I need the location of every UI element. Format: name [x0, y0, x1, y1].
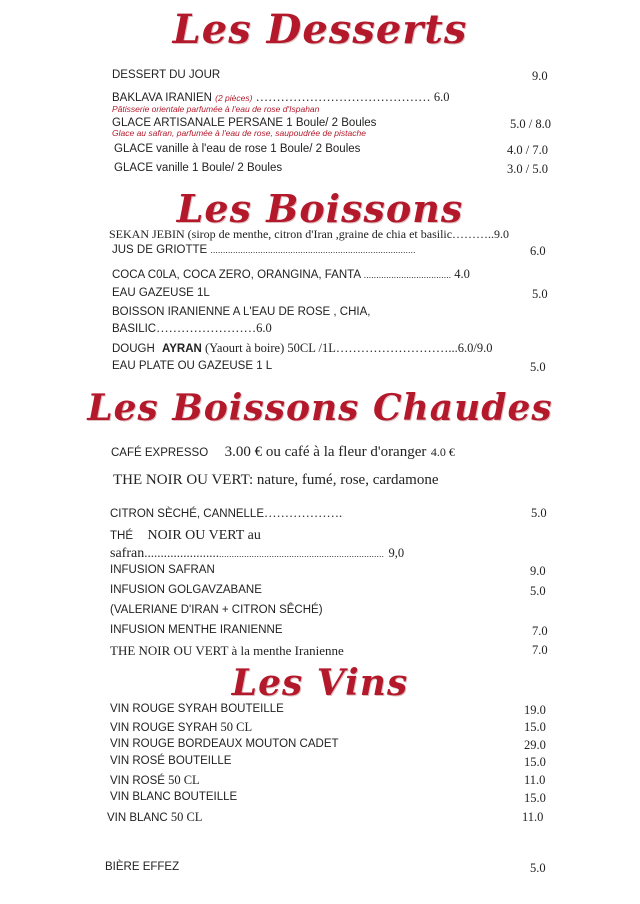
- griotte-dots: ..................................................................................: [210, 245, 416, 255]
- coca-item: [112, 267, 470, 282]
- dessert-du-jour-price: 9.0: [532, 69, 548, 83]
- eau-gazeuse-label: EAU GAZEUSE 1L: [112, 287, 210, 299]
- griotte-price: 6.0: [530, 244, 546, 258]
- coca-label: COCA C0LA, COCA ZERO, ORANGINA, FANTA: [112, 269, 364, 281]
- vin-item-2: [110, 720, 252, 735]
- baklava-description: Pâtisserie orientale parfumée à l'eau de rose d'Ispahan: [112, 104, 320, 114]
- vin-item-5-price: 11.0: [524, 773, 546, 787]
- glace-persane-label: GLACE ARTISANALE PERSANE 1 Boule/ 2 Boules: [112, 117, 377, 129]
- cafe-rest: 3.00 € ou café à la fleur d'oranger: [224, 444, 427, 460]
- infusion-golgavzabane-price: 5.0: [530, 584, 546, 598]
- dough-item: [112, 341, 492, 356]
- baklava-dots: ……………………………………: [255, 90, 431, 104]
- biere-label: BIÈRE EFFEZ: [105, 861, 180, 873]
- dessert-du-jour-label: DESSERT DU JOUR: [112, 69, 221, 81]
- citron-price: 5.0: [531, 506, 547, 520]
- valeriane-label: (VALERIANE D'IRAN + CITRON SÊCHÉ): [110, 604, 323, 616]
- infusion-menthe-label: INFUSION MENTHE IRANIENNE: [110, 624, 283, 636]
- vin-item-2-price: 15.0: [524, 720, 546, 734]
- coca-dots: ...................................: [363, 270, 452, 280]
- the-safran-the: THÉ: [110, 530, 133, 542]
- griotte-item: [112, 244, 415, 256]
- glace-rose-label: GLACE vanille à l'eau de rose 1 Boule/ 2 Boules: [114, 143, 361, 155]
- boisson-iranienne-price: 6.0: [256, 321, 272, 335]
- the-safran-label: safran: [110, 546, 145, 561]
- boissons-title: Les Boissons: [176, 186, 464, 231]
- the-safran-dots: .......................: [144, 545, 219, 560]
- chaudes-title: Les Boissons Chaudes: [87, 387, 553, 429]
- baklava-label: BAKLAVA IRANIEN: [112, 92, 212, 104]
- dough-ayran: AYRAN: [162, 343, 202, 355]
- vin-item-7-label: VIN BLANC: [107, 812, 168, 824]
- the-safran-noir: NOIR OU VERT au: [147, 528, 261, 543]
- glace-persane-description: Glace au safran, parfumée à l'eau de rose, saupoudrée de pistache: [112, 128, 366, 138]
- dough-rest: (Yaourt à boire) 50CL /1L………………………...6.0/9.0: [201, 341, 493, 355]
- infusion-menthe-price: 7.0: [532, 624, 548, 638]
- vin-item-2-size: 50 CL: [217, 720, 253, 734]
- baklava-note: (2 pièces): [215, 93, 253, 103]
- cafe-price2: 4.0 €: [430, 445, 455, 459]
- glace-vanille-price: 3.0 / 5.0: [507, 162, 548, 176]
- citron-dots: ……………….: [264, 506, 343, 520]
- vin-item-5-label: VIN ROSÉ: [110, 775, 165, 787]
- cafe-item: [111, 443, 455, 461]
- dough-label: DOUGH: [112, 343, 155, 355]
- vin-item-5-size: 50 CL: [164, 773, 200, 787]
- the-noir-label: THE NOIR OU VERT: nature, fumé, rose, cardamone: [113, 472, 439, 488]
- baklava-price: 6.0: [433, 90, 450, 104]
- boisson-iranienne-line2: [112, 321, 272, 336]
- infusion-safran-price: 9.0: [530, 564, 546, 578]
- boisson-iranienne-dots: ……………………: [156, 321, 257, 335]
- vin-item-1-label: VIN ROUGE SYRAH BOUTEILLE: [110, 703, 284, 715]
- vin-item-5: [110, 773, 200, 788]
- the-safran-line1: [110, 526, 261, 544]
- citron-item: [110, 506, 342, 521]
- glace-rose-price: 4.0 / 7.0: [507, 143, 548, 157]
- the-menthe-price: 7.0: [532, 643, 548, 657]
- infusion-golgavzabane-label: INFUSION GOLGAVZABANE: [110, 584, 262, 596]
- the-safran-line2: [110, 544, 404, 562]
- glace-persane-price: 5.0 / 8.0: [510, 117, 551, 131]
- coca-price: 4.0: [454, 267, 470, 281]
- infusion-safran-label: INFUSION SAFRAN: [110, 564, 215, 576]
- baklava-item: [112, 90, 449, 105]
- boisson-iranienne-line1: BOISSON IRANIENNE A L'EAU DE ROSE , CHIA,: [112, 306, 371, 318]
- vin-item-6-label: VIN BLANC BOUTEILLE: [110, 791, 238, 803]
- griotte-label: JUS DE GRIOTTE: [112, 244, 211, 256]
- vin-item-7: [107, 810, 202, 825]
- vin-item-4-price: 15.0: [524, 755, 546, 769]
- cafe-label: CAFÉ EXPRESSO: [111, 447, 209, 459]
- vin-item-3-price: 29.0: [524, 738, 546, 752]
- vin-item-7-price: 11.0: [522, 810, 544, 824]
- vin-item-7-size: 50 CL: [167, 810, 203, 824]
- boisson-iranienne-label: BASILIC: [112, 323, 157, 335]
- vin-item-3-label: VIN ROUGE BORDEAUX MOUTON CADET: [110, 738, 339, 750]
- eau-plate-label: EAU PLATE OU GAZEUSE 1 L: [112, 360, 273, 372]
- vins-title: Les Vins: [231, 662, 409, 704]
- sekan-label: SEKAN JEBIN (sirop de menthe, citron d'Iran ,graine de chia et basilic………..9.0: [109, 227, 510, 241]
- biere-price: 5.0: [530, 861, 546, 875]
- vin-item-6-price: 15.0: [524, 791, 546, 805]
- vin-item-2-label: VIN ROUGE SYRAH: [110, 722, 218, 734]
- the-safran-price: 9,0: [388, 546, 405, 560]
- vin-item-4-label: VIN ROSÉ BOUTEILLE: [110, 755, 232, 767]
- citron-label: CITRON SÈCHÉ, CANNELLE: [110, 508, 265, 520]
- glace-vanille-label: GLACE vanille 1 Boule/ 2 Boules: [114, 162, 283, 174]
- desserts-title: Les Desserts: [172, 6, 468, 53]
- the-menthe-label: THE NOIR OU VERT à la menthe Iranienne: [110, 643, 344, 658]
- eau-plate-price: 5.0: [530, 360, 546, 374]
- the-safran-dots2: ..................................................................: [218, 549, 384, 559]
- vin-item-1-price: 19.0: [524, 703, 546, 717]
- eau-gazeuse-price: 5.0: [532, 287, 548, 301]
